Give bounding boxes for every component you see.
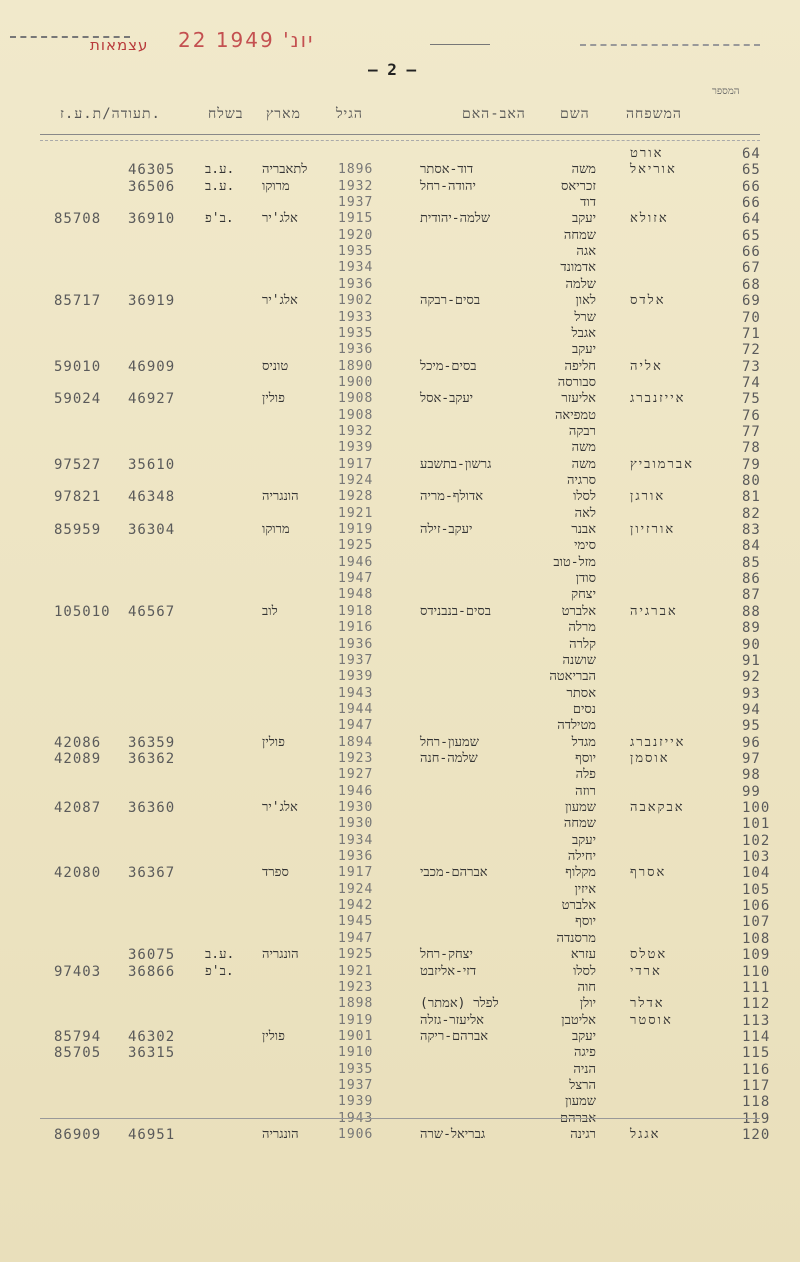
row-year: 1919: [338, 1012, 374, 1028]
row-serial: 72: [742, 342, 761, 359]
row-serial: 74: [742, 374, 761, 391]
row-first-name: רוזה: [575, 783, 596, 799]
header-age: הגיל: [336, 106, 363, 122]
row-first-name: יולן: [579, 996, 596, 1012]
row-number-b: 59024: [54, 391, 102, 408]
row-year: 1935: [338, 244, 374, 260]
row-first-name: אגבל: [571, 325, 596, 341]
row-year: 1947: [338, 930, 374, 946]
row-year: 1934: [338, 832, 374, 848]
row-year: 1942: [338, 898, 374, 914]
row-serial: 85: [742, 554, 761, 571]
row-serial: 67: [742, 260, 761, 277]
row-first-name: דוד: [580, 195, 596, 211]
row-year: 1932: [338, 423, 374, 439]
row-parents: דוד-אסתר: [420, 162, 474, 178]
row-serial: 107: [742, 914, 771, 931]
row-year: 1936: [338, 276, 374, 292]
row-first-name: אדמונד: [560, 260, 596, 276]
row-first-name: הרצל: [569, 1077, 596, 1093]
row-serial: 89: [742, 620, 761, 637]
row-first-name: יחילה: [567, 849, 596, 865]
row-serial: 83: [742, 522, 761, 539]
row-serial: 94: [742, 701, 761, 718]
row-serial: 65: [742, 162, 761, 179]
row-origin: לתאבריה: [262, 162, 308, 178]
row-first-name: משה: [571, 162, 596, 178]
row-year: 1930: [338, 816, 374, 832]
row-family: אלדס: [630, 293, 666, 309]
row-family: אליה: [630, 358, 663, 374]
row-family: אורט: [630, 146, 664, 161]
row-first-name: שמעון: [565, 800, 596, 815]
header-parents: האב-האם: [462, 106, 526, 122]
row-family: אזולא: [630, 211, 669, 227]
row-serial: 105: [742, 881, 771, 898]
row-year: 1924: [338, 881, 374, 897]
row-first-name: משה: [571, 456, 596, 472]
row-year: 1935: [338, 1061, 374, 1077]
row-year: 1915: [338, 211, 374, 227]
row-family: אטלס: [630, 947, 668, 963]
row-year: 1898: [338, 996, 374, 1012]
row-serial: 66: [742, 195, 761, 212]
row-year: 1934: [338, 260, 374, 276]
row-serial: 103: [742, 849, 771, 866]
row-number-a: 36919: [128, 293, 176, 310]
row-year: 1948: [338, 587, 374, 603]
row-parents: יעקב-זילה: [420, 522, 473, 538]
row-year: 1946: [338, 554, 374, 570]
row-first-name: אבנר: [571, 522, 596, 538]
row-year: 1937: [338, 652, 374, 668]
row-first-name: אליטבן: [561, 1012, 596, 1028]
row-number-a: 46567: [128, 603, 176, 620]
row-first-name: איזין: [574, 881, 596, 897]
row-family: אדלר: [630, 996, 665, 1012]
row-parents: יהודה-רחל: [420, 178, 476, 194]
row-origin: אלג'יר: [262, 293, 298, 309]
bottom-rule: [40, 1118, 760, 1119]
row-year: 1923: [338, 750, 374, 766]
row-first-name: סבורסה: [557, 374, 596, 390]
row-number-a: 36075: [128, 947, 176, 964]
row-first-name: לאה: [574, 505, 596, 521]
row-first-name: פיגה: [574, 1045, 596, 1061]
row-parents: יעקב-אסל: [420, 391, 474, 407]
row-origin: מרוקו: [262, 178, 290, 194]
row-first-name: מרלה: [568, 620, 596, 636]
row-serial: 88: [742, 603, 761, 620]
row-number-a: 46927: [128, 391, 176, 408]
row-year: 1935: [338, 325, 374, 341]
row-first-name: פלה: [575, 767, 596, 783]
row-first-name: מרסנדה: [556, 930, 596, 946]
row-number-a: 46951: [128, 1127, 176, 1143]
row-year: 1916: [338, 620, 374, 636]
row-family: אורגן: [630, 489, 666, 505]
row-first-name: לאון: [575, 293, 596, 309]
row-number-a: 36362: [128, 750, 176, 767]
row-year: 1928: [338, 489, 374, 505]
row-first-name: חליפה: [564, 358, 596, 374]
row-serial: 64: [742, 146, 761, 162]
header-origin: מארץ: [266, 106, 301, 122]
row-parents: אליעזר-גזלה: [420, 1012, 484, 1028]
row-origin: פולין: [262, 391, 285, 407]
row-family: אבקאבה: [630, 800, 685, 815]
top-dashed-rule-right: [580, 44, 760, 46]
top-rule-center: [430, 44, 490, 45]
row-year: 1945: [338, 914, 374, 930]
row-year: 1921: [338, 963, 374, 979]
row-number-b: 42086: [54, 734, 102, 751]
row-year: 1932: [338, 178, 374, 194]
independence-stamp: עצמאות: [90, 36, 149, 54]
row-serial: 98: [742, 767, 761, 784]
row-year: 1920: [338, 227, 374, 243]
row-serial: 101: [742, 816, 771, 833]
row-first-name: אלברט: [561, 898, 596, 914]
row-serial: 109: [742, 947, 771, 964]
row-serial: 92: [742, 669, 761, 686]
row-year: 1917: [338, 456, 374, 472]
row-serial: 77: [742, 423, 761, 440]
row-year: 1894: [338, 734, 374, 750]
row-serial: 104: [742, 865, 771, 882]
row-first-name: אברהם: [559, 1110, 596, 1126]
row-year: 1943: [338, 1110, 374, 1126]
row-year: 1936: [338, 849, 374, 865]
row-serial: 69: [742, 293, 761, 310]
row-first-name: סודן: [575, 571, 596, 587]
row-family: ארדי: [630, 963, 662, 979]
header-ship: בשלח: [208, 106, 244, 122]
row-number-b: 97821: [54, 489, 102, 506]
row-year: 1923: [338, 979, 374, 995]
row-serial: 114: [742, 1028, 771, 1045]
row-serial: 66: [742, 178, 761, 195]
row-first-name: רגינה: [570, 1127, 596, 1142]
row-serial: 102: [742, 832, 771, 849]
row-first-name: יעקב: [572, 211, 596, 227]
row-serial: 70: [742, 309, 761, 326]
row-year: 1906: [338, 1127, 374, 1142]
row-year: 1937: [338, 1077, 374, 1093]
row-year: 1917: [338, 865, 374, 881]
row-year: 1908: [338, 407, 374, 423]
row-number-a: 46909: [128, 358, 176, 375]
header-family: המשפחה: [626, 106, 682, 122]
row-serial: 96: [742, 734, 761, 751]
row-origin: פולין: [262, 1028, 285, 1044]
row-family: אסרף: [630, 865, 667, 881]
row-year: 1901: [338, 1028, 374, 1044]
row-year: 1925: [338, 947, 374, 963]
row-number-b: 97403: [54, 963, 102, 980]
row-serial: 84: [742, 538, 761, 555]
row-ship: ב'פ.: [205, 211, 234, 227]
row-first-name: מטילדה: [557, 718, 596, 734]
row-origin: הונגריה: [262, 489, 299, 505]
row-parents: אברהם-ריקה: [420, 1028, 489, 1044]
row-year: 1918: [338, 603, 374, 619]
row-number-b: 85708: [54, 211, 102, 228]
row-year: 1943: [338, 685, 374, 701]
row-first-name: שמעון: [565, 1094, 596, 1110]
row-number-a: 36910: [128, 211, 176, 228]
row-family: אורזיון: [630, 522, 676, 538]
row-year: 1930: [338, 800, 374, 815]
row-serial: 108: [742, 930, 771, 947]
row-serial: 111: [742, 979, 771, 996]
row-origin: מרוקו: [262, 522, 290, 538]
row-serial: 65: [742, 227, 761, 244]
row-first-name: אגה: [576, 244, 596, 260]
row-origin: ספרד: [262, 865, 289, 881]
row-first-name: יעקב: [572, 832, 596, 848]
row-first-name: הניה: [573, 1061, 596, 1077]
row-origin: לוב: [262, 603, 278, 619]
row-first-name: חוה: [577, 979, 596, 995]
row-ship: ע.ב.: [205, 178, 235, 194]
header-dest: תעודה/ת.ע.ז.: [60, 106, 161, 122]
row-year: 1921: [338, 505, 374, 521]
row-family: אברמוביץ: [630, 456, 694, 472]
row-year: 1936: [338, 636, 374, 652]
row-first-name: שמחה: [563, 816, 596, 832]
row-first-name: רבקה: [568, 423, 596, 439]
row-serial: 73: [742, 358, 761, 375]
header-rule-dashed: [40, 140, 760, 141]
row-first-name: טמפיאה: [554, 407, 596, 423]
row-first-name: יצחק: [571, 587, 596, 603]
row-year: 1939: [338, 440, 374, 456]
row-year: 1947: [338, 718, 374, 734]
row-parents: אברהם-מכבי: [420, 865, 488, 881]
row-first-name: לסלו: [573, 489, 596, 505]
row-number-a: 36304: [128, 522, 176, 539]
row-parents: יצחק-רחל: [420, 947, 473, 963]
row-origin: טוניס: [262, 358, 289, 374]
row-parents: דזי-אליזבט: [420, 963, 477, 979]
row-serial: 93: [742, 685, 761, 702]
row-serial: 106: [742, 898, 771, 915]
row-number-a: 46348: [128, 489, 176, 506]
row-family: אוריאל: [630, 162, 677, 178]
row-year: 1927: [338, 767, 374, 783]
row-year: 1908: [338, 391, 374, 407]
row-parents: בסים-מיכל: [420, 358, 477, 374]
row-first-name: יעקב: [572, 342, 596, 358]
row-number-b: 85705: [54, 1045, 102, 1062]
row-family: אייזנברג: [630, 734, 686, 750]
row-first-name: מזל-טוב: [553, 554, 596, 570]
row-first-name: יעקב: [572, 1028, 596, 1044]
row-serial: 68: [742, 276, 761, 293]
row-first-name: אלברט: [561, 603, 596, 619]
row-serial: 117: [742, 1077, 771, 1094]
row-serial: 110: [742, 963, 771, 980]
row-number-b: 42087: [54, 800, 102, 816]
row-first-name: זכריאס: [561, 178, 596, 194]
row-origin: פולין: [262, 734, 285, 750]
row-family: אוסמן: [630, 750, 670, 766]
row-serial: 95: [742, 718, 761, 735]
row-year: 1944: [338, 701, 374, 717]
row-number-b: 59010: [54, 358, 102, 375]
row-ship: ע.ב.: [205, 162, 235, 178]
row-parents: שמעון-רחל: [420, 734, 479, 750]
row-ship: ב'פ.: [205, 963, 234, 979]
row-serial: 113: [742, 1012, 771, 1029]
row-serial: 100: [742, 800, 771, 816]
row-number-b: 97527: [54, 456, 102, 473]
row-number-a: 36506: [128, 178, 176, 195]
row-serial: 87: [742, 587, 761, 604]
row-ship: ע.ב.: [205, 947, 235, 963]
header-serial: המספר: [712, 86, 740, 97]
row-origin: אלג'יר: [262, 800, 298, 815]
row-serial: 71: [742, 325, 761, 342]
header-name: השם: [560, 106, 590, 122]
row-first-name: יוסף: [575, 750, 596, 766]
row-number-b: 42080: [54, 865, 102, 882]
row-year: 1925: [338, 538, 374, 554]
row-parents: גבריאל-שרה: [420, 1127, 486, 1142]
row-serial: 112: [742, 996, 771, 1013]
row-serial: 99: [742, 783, 761, 800]
row-number-b: 85959: [54, 522, 102, 539]
row-year: 1936: [338, 342, 374, 358]
row-year: 1900: [338, 374, 374, 390]
row-origin: הונגריה: [262, 947, 299, 963]
row-serial: 79: [742, 456, 761, 473]
row-family: אברגיה: [630, 603, 678, 619]
page-number: – 2 –: [368, 60, 417, 79]
row-serial: 76: [742, 407, 761, 424]
row-serial: 82: [742, 505, 761, 522]
row-serial: 86: [742, 571, 761, 588]
row-number-a: 35610: [128, 456, 176, 473]
row-serial: 64: [742, 211, 761, 228]
row-number-a: 46302: [128, 1028, 176, 1045]
row-first-name: לסלו: [573, 963, 596, 979]
row-number-a: 36866: [128, 963, 176, 980]
row-year: 1947: [338, 571, 374, 587]
row-family: אוסטר: [630, 1012, 673, 1028]
row-first-name: שרל: [574, 309, 596, 325]
row-parents: שלמה-חנה: [420, 750, 478, 766]
row-serial: 80: [742, 473, 761, 489]
row-family: אייזנברג: [630, 391, 686, 407]
row-serial: 66: [742, 244, 761, 261]
row-serial: 75: [742, 391, 761, 408]
row-serial: 81: [742, 489, 761, 506]
row-first-name: משה: [571, 440, 596, 456]
row-year: 1946: [338, 783, 374, 799]
row-year: 1937: [338, 195, 374, 211]
row-number-a: 36360: [128, 800, 176, 816]
row-year: 1910: [338, 1045, 374, 1061]
row-year: 1890: [338, 358, 374, 374]
row-first-name: שלמה: [565, 276, 596, 292]
row-year: 1919: [338, 522, 374, 538]
row-origin: אלג'יר: [262, 211, 298, 227]
row-first-name: נסים: [572, 701, 596, 717]
row-serial: 90: [742, 636, 761, 653]
row-serial: 97: [742, 750, 761, 767]
row-parents: לפלר (אמתר): [420, 996, 499, 1012]
row-number-b: 42089: [54, 750, 102, 767]
row-origin: הונגריה: [262, 1127, 299, 1142]
row-first-name: יוסף: [575, 914, 596, 930]
row-first-name: הבריאטה: [549, 669, 596, 685]
row-serial: 119: [742, 1110, 771, 1127]
row-first-name: שושנה: [562, 652, 596, 668]
row-year: 1924: [338, 473, 374, 488]
row-serial: 115: [742, 1045, 771, 1062]
row-number-b: 105010: [54, 603, 111, 620]
row-first-name: קלרה: [569, 636, 596, 652]
row-parents: גרשון-בתשבע: [420, 456, 492, 472]
row-number-a: 36315: [128, 1045, 176, 1062]
row-parents: אדולף-מריה: [420, 489, 484, 505]
row-first-name: סימי: [574, 538, 596, 554]
row-first-name: אליעזר: [561, 391, 596, 407]
row-number-a: 36359: [128, 734, 176, 751]
row-year: 1939: [338, 669, 374, 685]
row-year: 1933: [338, 309, 374, 325]
row-serial: 78: [742, 440, 761, 457]
row-number-a: 46305: [128, 162, 176, 179]
row-parents: שלמה-יהודית: [420, 211, 491, 227]
row-first-name: אסתר: [566, 685, 596, 701]
row-year: 1896: [338, 162, 374, 178]
row-year: 1902: [338, 293, 374, 309]
row-family: אגגל: [630, 1127, 661, 1142]
row-parents: בסים-בנבנידס: [420, 603, 492, 619]
row-number-b: 85717: [54, 293, 102, 310]
row-serial: 91: [742, 652, 761, 669]
row-first-name: סרגיה: [567, 473, 596, 488]
row-serial: 116: [742, 1061, 771, 1078]
row-serial: 118: [742, 1094, 771, 1111]
row-serial: 120: [742, 1127, 771, 1143]
date-stamp: 22 יונ' 1949: [178, 28, 315, 52]
row-first-name: מגדל: [571, 734, 596, 750]
row-first-name: שמחה: [563, 227, 596, 243]
row-number-b: 86909: [54, 1127, 102, 1143]
row-year: 1939: [338, 1094, 374, 1110]
row-number-b: 85794: [54, 1028, 102, 1045]
header-rule: [40, 134, 760, 135]
row-first-name: עזרא: [570, 947, 596, 963]
row-number-a: 36367: [128, 865, 176, 882]
row-first-name: מקלוף: [565, 865, 596, 881]
row-parents: בסים-רבקה: [420, 293, 481, 309]
